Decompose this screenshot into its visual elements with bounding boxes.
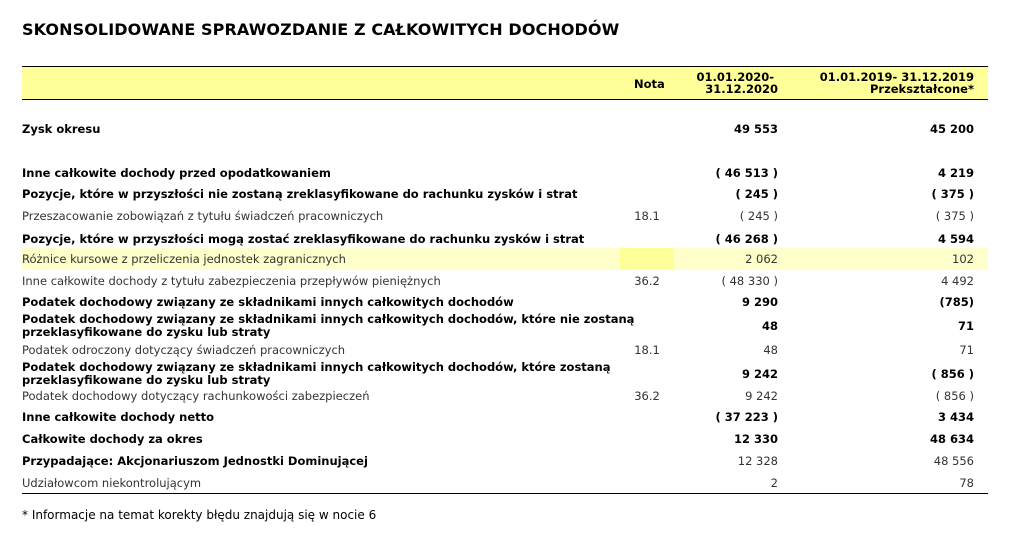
page-title: SKONSOLIDOWANE SPRAWOZDANIE Z CAŁKOWITYCH DOCHODÓW (22, 20, 620, 39)
table-header (22, 66, 988, 100)
row-value-2019: ( 856 ) (931, 367, 974, 381)
row-value-2020: ( 48 330 ) (721, 274, 778, 288)
row-label: Zysk okresu (22, 122, 101, 136)
row-value-2020: 2 (770, 476, 778, 490)
row-value-2019: 78 (959, 476, 974, 490)
row-value-2020: ( 245 ) (739, 209, 778, 223)
row-value-2020: ( 46 513 ) (715, 166, 778, 180)
row-note: 18.1 (634, 209, 660, 223)
row-note: 36.2 (634, 389, 660, 403)
row-label: Pozycje, które w przyszłości nie zostaną zreklasyfikowane do rachunku zysków i strat (22, 187, 578, 201)
row-value-2020: 2 062 (745, 252, 778, 266)
row-value-2019: (785) (939, 295, 974, 309)
row-value-2020: 48 (761, 319, 778, 333)
row-label-line2: przeklasyfikowane do zysku lub straty (22, 373, 271, 387)
header-col2-line2: Przekształcone* (869, 82, 974, 96)
row-value-2019: 48 634 (929, 432, 974, 446)
row-value-2020: 12 328 (737, 454, 778, 468)
header-nota: Nota (634, 77, 665, 91)
footnote: * Informacje na temat korekty błędu znajdują się w nocie 6 (22, 508, 377, 522)
header-col1-line1: 01.01.2020- (696, 70, 774, 84)
row-value-2019: ( 856 ) (935, 389, 974, 403)
row-value-2019: 4 594 (937, 232, 974, 246)
row-label: Podatek odroczony dotyczący świadczeń pracowniczych (22, 343, 346, 357)
header-col2-line1: 01.01.2019- 31.12.2019 (819, 70, 974, 84)
row-label: Różnice kursowe z przeliczenia jednostek zagranicznych (22, 252, 346, 266)
row-value-2019: ( 375 ) (935, 209, 974, 223)
row-value-2020: 9 290 (741, 295, 778, 309)
row-value-2019: 71 (957, 319, 974, 333)
row-value-2019: 4 219 (937, 166, 974, 180)
row-value-2020: ( 37 223 ) (715, 410, 778, 424)
row-label: Podatek dochodowy dotyczący rachunkowości zabezpieczeń (22, 389, 370, 403)
row-label: Inne całkowite dochody przed opodatkowaniem (22, 166, 331, 180)
row-label: Inne całkowite dochody z tytułu zabezpieczenia przepływów pieniężnych (22, 274, 441, 288)
header-col1-line2: 31.12.2020 (705, 82, 778, 96)
row-note: 18.1 (634, 343, 660, 357)
row-value-2019: 71 (959, 343, 974, 357)
row-label: Przeszacowanie zobowiązań z tytułu świadczeń pracowniczych (22, 209, 384, 223)
row-value-2019: 102 (952, 252, 974, 266)
row-label-line1: Podatek dochodowy związany ze składnikami innych całkowitych dochodów, które nie zostaną (22, 312, 635, 326)
row-label: Podatek dochodowy związany ze składnikami innych całkowitych dochodów (22, 295, 514, 309)
row-label: Inne całkowite dochody netto (22, 410, 215, 424)
row-label-line1: Podatek dochodowy związany ze składnikami innych całkowitych dochodów, które zostaną (22, 360, 611, 374)
row-label: Pozycje, które w przyszłości mogą zostać zreklasyfikowane do rachunku zysków i strat (22, 232, 585, 246)
row-value-2019: ( 375 ) (931, 187, 974, 201)
row-label: Przypadające: Akcjonariuszom Jednostki Dominującej (22, 454, 368, 468)
row-value-2020: 9 242 (741, 367, 778, 381)
row-label: Udziałowcom niekontrolującym (22, 476, 202, 490)
table-row-highlighted (22, 248, 988, 270)
table-bottom-border (22, 493, 988, 494)
row-value-2020: 48 (763, 343, 778, 357)
row-value-2019: 48 556 (933, 454, 974, 468)
row-value-2020: 49 553 (733, 122, 778, 136)
row-value-2019: 45 200 (929, 122, 974, 136)
row-label-line2: przeklasyfikowane do zysku lub straty (22, 325, 271, 339)
row-value-2020: ( 245 ) (735, 187, 778, 201)
row-value-2020: 9 242 (745, 389, 778, 403)
row-value-2020: ( 46 268 ) (715, 232, 778, 246)
row-value-2019: 3 434 (937, 410, 974, 424)
row-note-highlight (620, 248, 674, 270)
row-label: Całkowite dochody za okres (22, 432, 203, 446)
row-value-2019: 4 492 (941, 274, 974, 288)
row-note: 36.2 (634, 274, 660, 288)
row-value-2020: 12 330 (733, 432, 778, 446)
